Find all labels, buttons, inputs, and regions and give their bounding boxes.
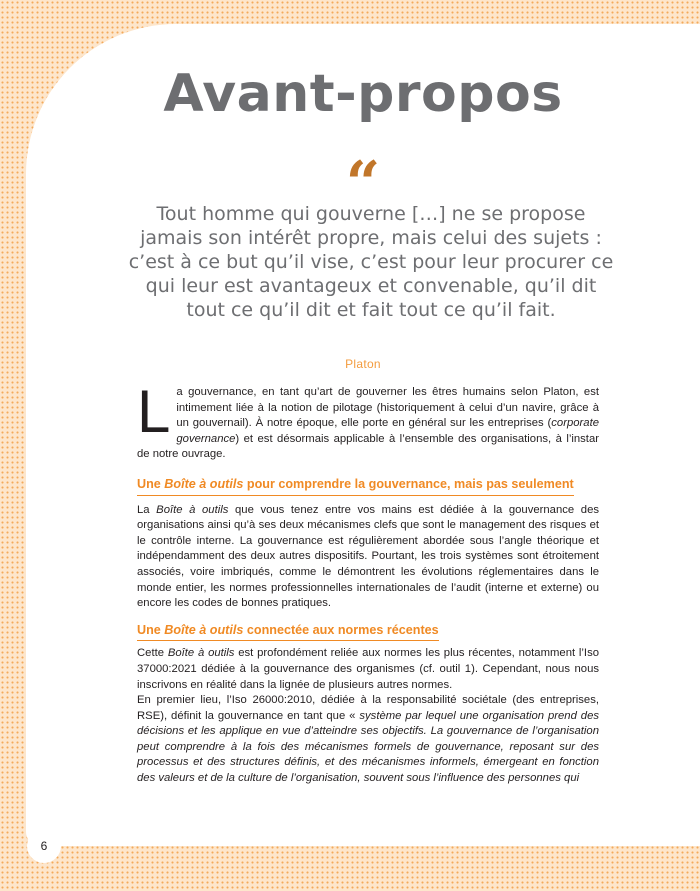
page-number: 6 bbox=[27, 829, 61, 863]
epigraph-quote: Tout homme qui gouverne […] ne se propose jamais son intérêt propre, mais celui des sujets : c’est à ce but qu’il vise, c’est pour leur procurer ce qui leur est avantageux et convenable, qu’il dit tout ce qu’il dit et fait tout ce qu’il fait. bbox=[128, 203, 614, 321]
dropcap-letter: L bbox=[137, 378, 171, 445]
quote-author: Platon bbox=[345, 357, 381, 371]
intro-paragraph: La gouvernance, en tant qu’art de gouverner les êtres humains selon Platon, est intimement liée à la notion de pilotage (historiquement à celui d’un navire, grâce à un gouvernail). À notre époque, elle porte en général sur les entreprises (corporate governance) et est désormais applicable à l’ensemble des organisations, à l’instar de notre ouvrage. bbox=[137, 378, 599, 461]
body-content bbox=[137, 378, 600, 787]
page-panel bbox=[26, 24, 700, 846]
section1-paragraph: La Boîte à outils que vous tenez entre vos mains est dédiée à la gouvernance des organisations ainsi qu’à ses deux mécanismes clefs que sont le management des risques et le contrôle interne. La gouvernance est régulièrement abordée sous l’angle théorique et indépendamment des deux autres dispositifs. Pourtant, les trois systèmes sont étroitement associés, voire imbriqués, comme le démontrent les évolutions réglementaires dans le monde entier, les normes professionnelles internationales de l’audit (interne et externe) ou encore les codes de bonnes pratiques. bbox=[137, 503, 599, 610]
section2-paragraph-1: Cette Boîte à outils est profondément reliée aux normes les plus récentes, notamment l’Iso 37000:2021 dédiée à la gouvernance des organismes (cf. outil 1). Cependant, nous nous inscrivons en réalité dans la lignée de plusieurs autres normes. bbox=[137, 647, 600, 691]
section-heading-understand: Une Boîte à outils pour comprendre la gouvernance, mais pas seulement bbox=[137, 477, 574, 496]
quote-mark-icon: “ bbox=[345, 149, 381, 219]
section2-paragraph-2: En premier lieu, l’Iso 26000:2010, dédiée à la responsabilité sociétale (des entreprises, RSE), définit la gouvernance en tant que « système par lequel une organisation prend des décisions et les applique en vue d’atteindre ses objectifs. La gouvernance de l’organisation peut comprendre à la fois des mécanismes formels de gouvernance, reposant sur des processus et des structures définis, et des mécanismes informels, émergeant en fonction des valeurs et de la culture de l’organisation, souvent sous l’influence des personnes qui bbox=[137, 694, 599, 785]
page-title: Avant-propos bbox=[163, 64, 563, 124]
section-heading-norms: Une Boîte à outils connectée aux normes récentes bbox=[137, 623, 439, 642]
